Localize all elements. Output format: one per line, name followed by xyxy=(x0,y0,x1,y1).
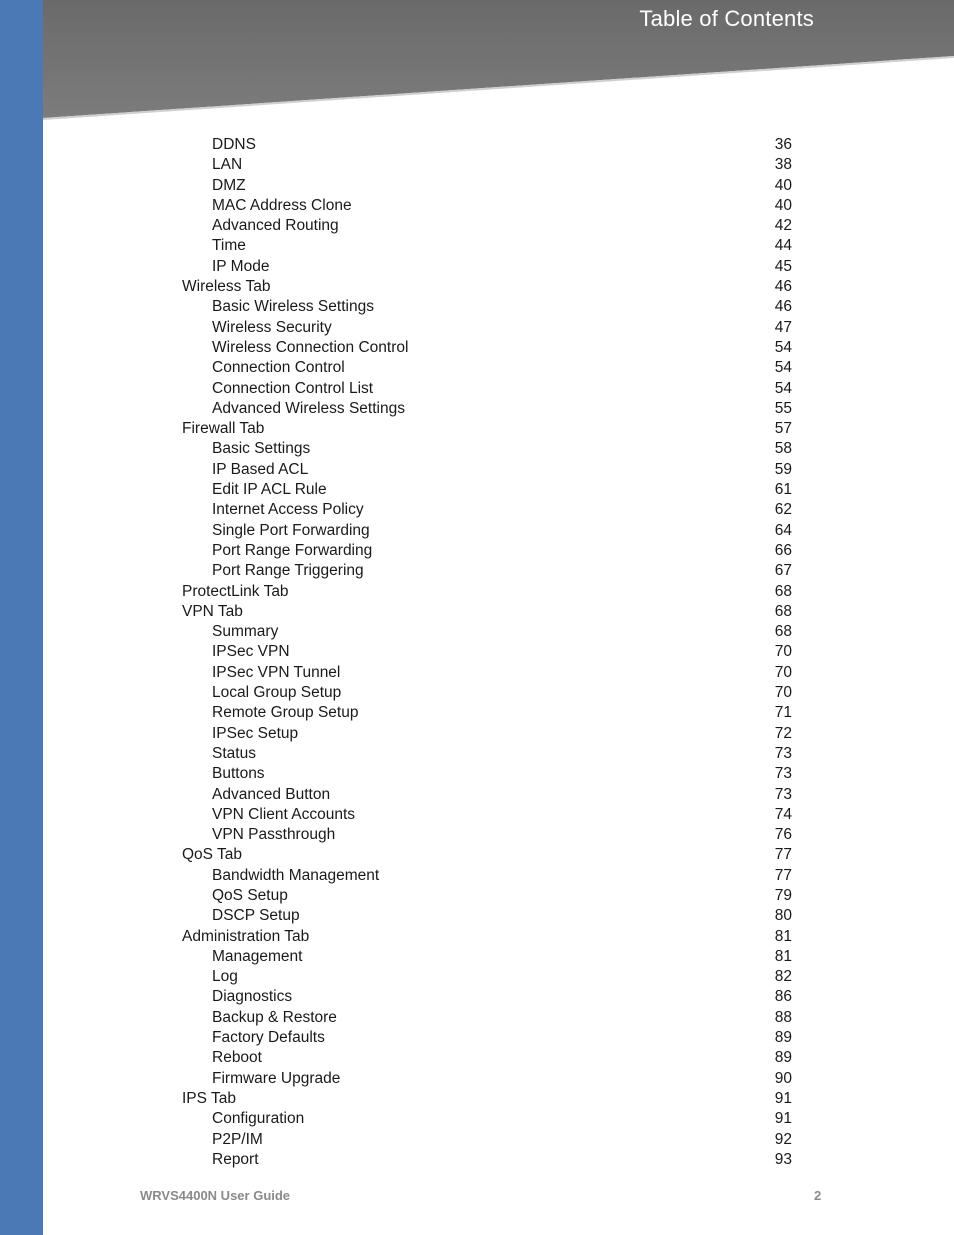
toc-entry-page: 73 xyxy=(774,785,792,803)
toc-entry-page: 42 xyxy=(774,217,792,235)
toc-entry-page: 58 xyxy=(774,440,792,458)
toc-entry-page: 89 xyxy=(774,1049,792,1067)
toc-subsection-entry[interactable] xyxy=(0,561,954,581)
toc-subsection-entry[interactable] xyxy=(0,216,954,236)
toc-subsection-entry[interactable] xyxy=(0,764,954,784)
toc-entry-page: 77 xyxy=(774,846,792,864)
footer-page-number: 2 xyxy=(814,1188,822,1203)
toc-entry-label: Basic Wireless Settings xyxy=(212,298,374,316)
toc-entry-label: DDNS xyxy=(212,136,256,153)
toc-entry-page: 59 xyxy=(774,460,792,478)
header-wedge xyxy=(43,0,954,118)
toc-subsection-entry[interactable] xyxy=(0,663,954,683)
toc-entry-page: 57 xyxy=(774,420,792,438)
toc-subsection-entry[interactable] xyxy=(0,947,954,967)
toc-entry-label: Wireless Connection Control xyxy=(212,338,409,356)
toc-entry-label: IPS Tab xyxy=(182,1089,237,1107)
toc-subsection-entry[interactable] xyxy=(0,744,954,764)
toc-entry-page: 55 xyxy=(774,399,792,417)
toc-entry-label: P2P/IM xyxy=(212,1130,263,1148)
toc-entry-label: Port Range Triggering xyxy=(212,562,364,580)
toc-subsection-entry[interactable] xyxy=(0,1069,954,1089)
toc-entry-page: 90 xyxy=(774,1069,792,1087)
toc-entry-label: Edit IP ACL Rule xyxy=(212,481,327,499)
toc-entry-page: 88 xyxy=(774,1008,792,1026)
toc-subsection-entry[interactable] xyxy=(0,318,954,338)
toc-entry-page: 68 xyxy=(774,623,792,641)
toc-subsection-entry[interactable] xyxy=(0,1109,954,1129)
toc-entry-page: 67 xyxy=(774,562,792,580)
toc-subsection-entry[interactable] xyxy=(0,622,954,642)
toc-subsection-entry[interactable] xyxy=(0,196,954,216)
toc-section-entry[interactable] xyxy=(0,927,954,947)
toc-entry-label: Status xyxy=(212,744,256,762)
toc-entry-label: Connection Control List xyxy=(212,379,374,397)
toc-section-entry[interactable] xyxy=(0,277,954,297)
toc-entry-page: 54 xyxy=(774,359,792,377)
toc-entry-label: Bandwidth Management xyxy=(212,866,380,884)
toc-entry-label: Firmware Upgrade xyxy=(212,1069,341,1087)
toc-subsection-entry[interactable] xyxy=(0,1130,954,1150)
toc-subsection-entry[interactable] xyxy=(0,805,954,825)
toc-entry-page: 73 xyxy=(774,765,792,783)
toc-entry-page: 70 xyxy=(774,643,792,661)
toc-entry-page: 86 xyxy=(774,988,792,1006)
toc-entry-page: 40 xyxy=(774,176,792,194)
toc-entry-label: MAC Address Clone xyxy=(212,196,352,214)
toc-entry-label: Advanced Routing xyxy=(212,217,339,235)
toc-entry-label: Administration Tab xyxy=(182,927,310,945)
toc-subsection-entry[interactable] xyxy=(0,257,954,277)
toc-entry-page: 46 xyxy=(774,278,792,296)
toc-entry-page: 36 xyxy=(774,136,792,153)
toc-subsection-entry[interactable] xyxy=(0,439,954,459)
toc-entry-page: 66 xyxy=(774,541,792,559)
toc-subsection-entry[interactable] xyxy=(0,1150,954,1170)
toc-entry-page: 61 xyxy=(774,481,792,499)
toc-entry-label: IPSec VPN Tunnel xyxy=(212,663,341,681)
toc-entry-page: 79 xyxy=(774,886,792,904)
footer-guide-title: WRVS4400N User Guide xyxy=(140,1188,291,1203)
toc-subsection-entry[interactable] xyxy=(0,967,954,987)
toc-section-entry[interactable] xyxy=(0,845,954,865)
toc-entry-label: QoS Setup xyxy=(212,886,288,904)
toc-subsection-entry[interactable] xyxy=(0,155,954,175)
toc-entry-label: Factory Defaults xyxy=(212,1029,325,1047)
toc-section-entry[interactable] xyxy=(0,582,954,602)
toc-entry-label: Management xyxy=(212,947,303,965)
toc-section-entry[interactable] xyxy=(0,602,954,622)
toc-entry-label: Local Group Setup xyxy=(212,684,342,702)
toc-subsection-entry[interactable] xyxy=(0,521,954,541)
toc-entry-label: Advanced Button xyxy=(212,785,331,803)
toc-subsection-entry[interactable] xyxy=(0,338,954,358)
toc-subsection-entry[interactable] xyxy=(0,460,954,480)
toc-entry-page: 47 xyxy=(774,318,792,336)
toc-entry-label: Port Range Forwarding xyxy=(212,541,373,559)
toc-subsection-entry[interactable] xyxy=(0,906,954,926)
toc-entry-label: Log xyxy=(212,968,238,986)
toc-entry-label: Reboot xyxy=(212,1049,262,1067)
toc-entry-page: 54 xyxy=(774,379,792,397)
toc-entry-page: 62 xyxy=(774,501,792,519)
toc-entry-page: 74 xyxy=(774,805,792,823)
toc-subsection-entry[interactable] xyxy=(0,987,954,1007)
toc-section-entry[interactable] xyxy=(0,1089,954,1109)
toc-entry-page: 40 xyxy=(774,196,792,214)
toc-subsection-entry[interactable] xyxy=(0,541,954,561)
toc-subsection-entry[interactable] xyxy=(0,642,954,662)
toc-subsection-entry[interactable] xyxy=(0,703,954,723)
toc-subsection-entry[interactable] xyxy=(0,785,954,805)
toc-entry-label: Wireless Tab xyxy=(182,278,271,296)
toc-entry-label: VPN Client Accounts xyxy=(212,805,356,823)
toc-entry-label: Internet Access Policy xyxy=(212,501,364,519)
page-title: Table of Contents xyxy=(639,6,814,31)
toc-entry-label: Wireless Security xyxy=(212,318,332,336)
toc-subsection-entry[interactable] xyxy=(0,1008,954,1028)
toc-entry-label: Firewall Tab xyxy=(182,420,265,438)
toc-entry-label: Remote Group Setup xyxy=(212,704,359,722)
toc-entry-label: Connection Control xyxy=(212,359,345,377)
toc-subsection-entry[interactable] xyxy=(0,1048,954,1068)
toc-entry-page: 81 xyxy=(774,947,792,965)
toc-subsection-entry[interactable] xyxy=(0,724,954,744)
toc-subsection-entry[interactable] xyxy=(0,825,954,845)
toc-subsection-entry[interactable] xyxy=(0,683,954,703)
toc-subsection-entry[interactable] xyxy=(0,135,954,155)
toc-entry-label: DSCP Setup xyxy=(212,907,300,925)
toc-entry-page: 46 xyxy=(774,298,792,316)
toc-subsection-entry[interactable] xyxy=(0,399,954,419)
toc-entry-page: 82 xyxy=(774,968,792,986)
toc-entry-page: 89 xyxy=(774,1029,792,1047)
toc-entry-page: 68 xyxy=(774,602,792,620)
toc-subsection-entry[interactable] xyxy=(0,480,954,500)
toc-subsection-entry[interactable] xyxy=(0,297,954,317)
toc-entry-page: 54 xyxy=(774,338,792,356)
toc-section-entry[interactable] xyxy=(0,419,954,439)
toc-entry-page: 93 xyxy=(774,1150,792,1168)
toc-entry-label: IPSec Setup xyxy=(212,724,299,742)
toc-entry-label: Basic Settings xyxy=(212,440,311,458)
toc-subsection-entry[interactable] xyxy=(0,176,954,196)
toc-entry-label: Configuration xyxy=(212,1110,305,1128)
toc-entry-label: Buttons xyxy=(212,765,265,783)
toc-entry-page: 92 xyxy=(774,1130,792,1148)
toc-subsection-entry[interactable] xyxy=(0,886,954,906)
toc-subsection-entry[interactable] xyxy=(0,500,954,520)
toc-subsection-entry[interactable] xyxy=(0,866,954,886)
toc-entry-page: 45 xyxy=(774,257,792,275)
toc-subsection-entry[interactable] xyxy=(0,358,954,378)
toc-entry-label: VPN Tab xyxy=(182,602,243,620)
toc-entry-page: 70 xyxy=(774,684,792,702)
toc-subsection-entry[interactable] xyxy=(0,379,954,399)
toc-entry-label: QoS Tab xyxy=(182,846,243,864)
toc-entry-page: 76 xyxy=(774,826,792,844)
toc-entry-label: VPN Passthrough xyxy=(212,826,336,844)
toc-entry-page: 80 xyxy=(774,907,792,925)
toc-entry-page: 72 xyxy=(774,724,792,742)
toc-entry-label: Diagnostics xyxy=(212,988,293,1006)
toc-entry-page: 38 xyxy=(774,156,792,174)
toc-entry-label: Report xyxy=(212,1150,259,1168)
table-of-contents xyxy=(0,135,954,1170)
toc-entry-label: Time xyxy=(212,237,246,255)
toc-entry-page: 77 xyxy=(774,866,792,884)
toc-entry-page: 68 xyxy=(774,582,792,600)
toc-entry-page: 70 xyxy=(774,663,792,681)
toc-entry-label: ProtectLink Tab xyxy=(182,582,289,600)
toc-entry-label: DMZ xyxy=(212,176,246,194)
toc-entry-label: Summary xyxy=(212,623,279,641)
toc-entry-label: LAN xyxy=(212,156,243,174)
toc-entry-label: IP Based ACL xyxy=(212,460,309,478)
toc-entry-page: 71 xyxy=(774,704,792,722)
toc-entry-label: IPSec VPN xyxy=(212,643,290,661)
toc-subsection-entry[interactable] xyxy=(0,236,954,256)
toc-entry-label: Advanced Wireless Settings xyxy=(212,399,405,417)
toc-entry-page: 44 xyxy=(774,237,792,255)
toc-entry-page: 64 xyxy=(774,521,792,539)
toc-entry-page: 73 xyxy=(774,744,792,762)
toc-entry-label: Single Port Forwarding xyxy=(212,521,370,539)
toc-entry-page: 91 xyxy=(774,1110,792,1128)
toc-subsection-entry[interactable] xyxy=(0,1028,954,1048)
toc-entry-label: Backup & Restore xyxy=(212,1008,337,1026)
toc-entry-page: 81 xyxy=(774,927,792,945)
toc-entry-label: IP Mode xyxy=(212,257,270,275)
toc-entry-page: 91 xyxy=(774,1089,792,1107)
